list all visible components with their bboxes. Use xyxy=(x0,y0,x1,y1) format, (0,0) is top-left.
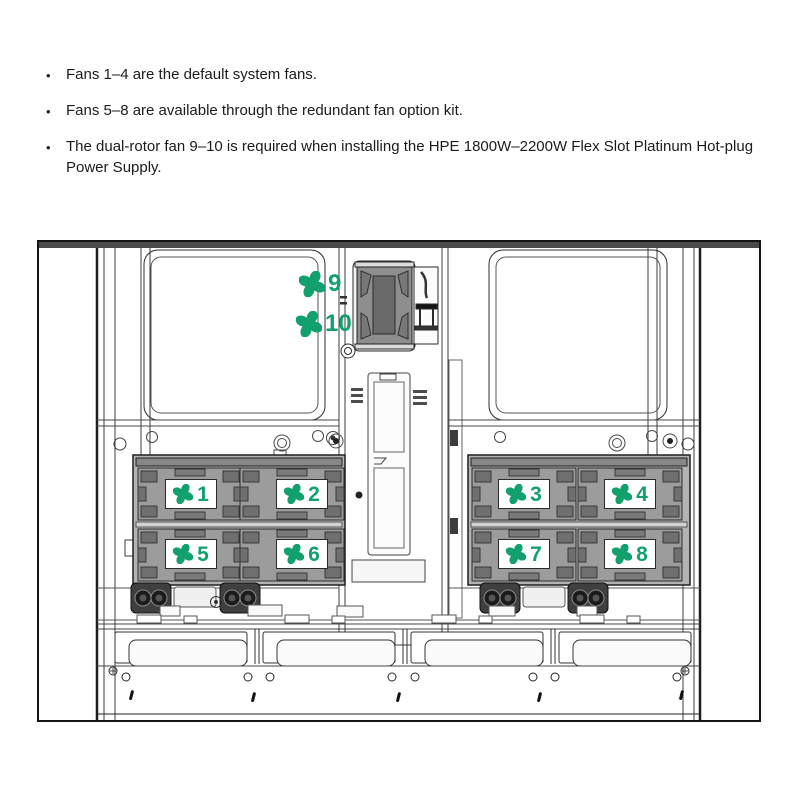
fan-notes-list xyxy=(46,64,758,192)
bullet-dot: • xyxy=(46,140,51,155)
note-item xyxy=(46,100,758,122)
fan-number: 2 xyxy=(308,482,320,506)
fan-blade-icon xyxy=(173,484,193,504)
fan-blade-icon xyxy=(173,544,193,564)
bullet-dot: • xyxy=(46,68,51,83)
fan-label-2 xyxy=(276,479,328,509)
note-text: The dual-rotor fan 9–10 is required when installing the HPE 1800W–2200W Flex Slot Platinum Hot-plug Power Supply. xyxy=(66,138,754,176)
bullet-dot: • xyxy=(46,104,51,119)
note-item xyxy=(46,64,758,86)
fan-blade-icon xyxy=(299,271,325,297)
fan-label-3 xyxy=(498,479,550,509)
fan-label-1 xyxy=(165,479,217,509)
fan-blade-icon xyxy=(612,544,632,564)
fan-number: 10 xyxy=(325,310,352,337)
fan-label-10 xyxy=(296,311,352,337)
fan-blade-icon xyxy=(612,484,632,504)
fan-blade-icon xyxy=(284,484,304,504)
dual-rotor-fan-module xyxy=(341,261,438,358)
fan-number: 1 xyxy=(197,482,209,506)
fan-number: 4 xyxy=(636,482,648,506)
fan-number: 8 xyxy=(636,542,648,566)
fan-number: 6 xyxy=(308,542,320,566)
fan-label-4 xyxy=(604,479,656,509)
note-text: Fans 5–8 are available through the redundant fan option kit. xyxy=(66,102,463,119)
fan-label-8 xyxy=(604,539,656,569)
fan-blade-icon xyxy=(506,544,526,564)
fan-label-6 xyxy=(276,539,328,569)
note-text: Fans 1–4 are the default system fans. xyxy=(66,66,317,83)
fan-blade-icon xyxy=(284,544,304,564)
fan-number: 3 xyxy=(530,482,542,506)
fan-blade-icon xyxy=(296,311,322,337)
fan-label-7 xyxy=(498,539,550,569)
fan-number: 7 xyxy=(530,542,542,566)
fan-locations-figure xyxy=(37,240,761,722)
fan-number: 9 xyxy=(328,270,342,297)
fan-label-5 xyxy=(165,539,217,569)
fan-blade-icon xyxy=(506,484,526,504)
note-item xyxy=(46,136,758,178)
fan-label-9 xyxy=(299,271,341,297)
fan-number: 5 xyxy=(197,542,209,566)
